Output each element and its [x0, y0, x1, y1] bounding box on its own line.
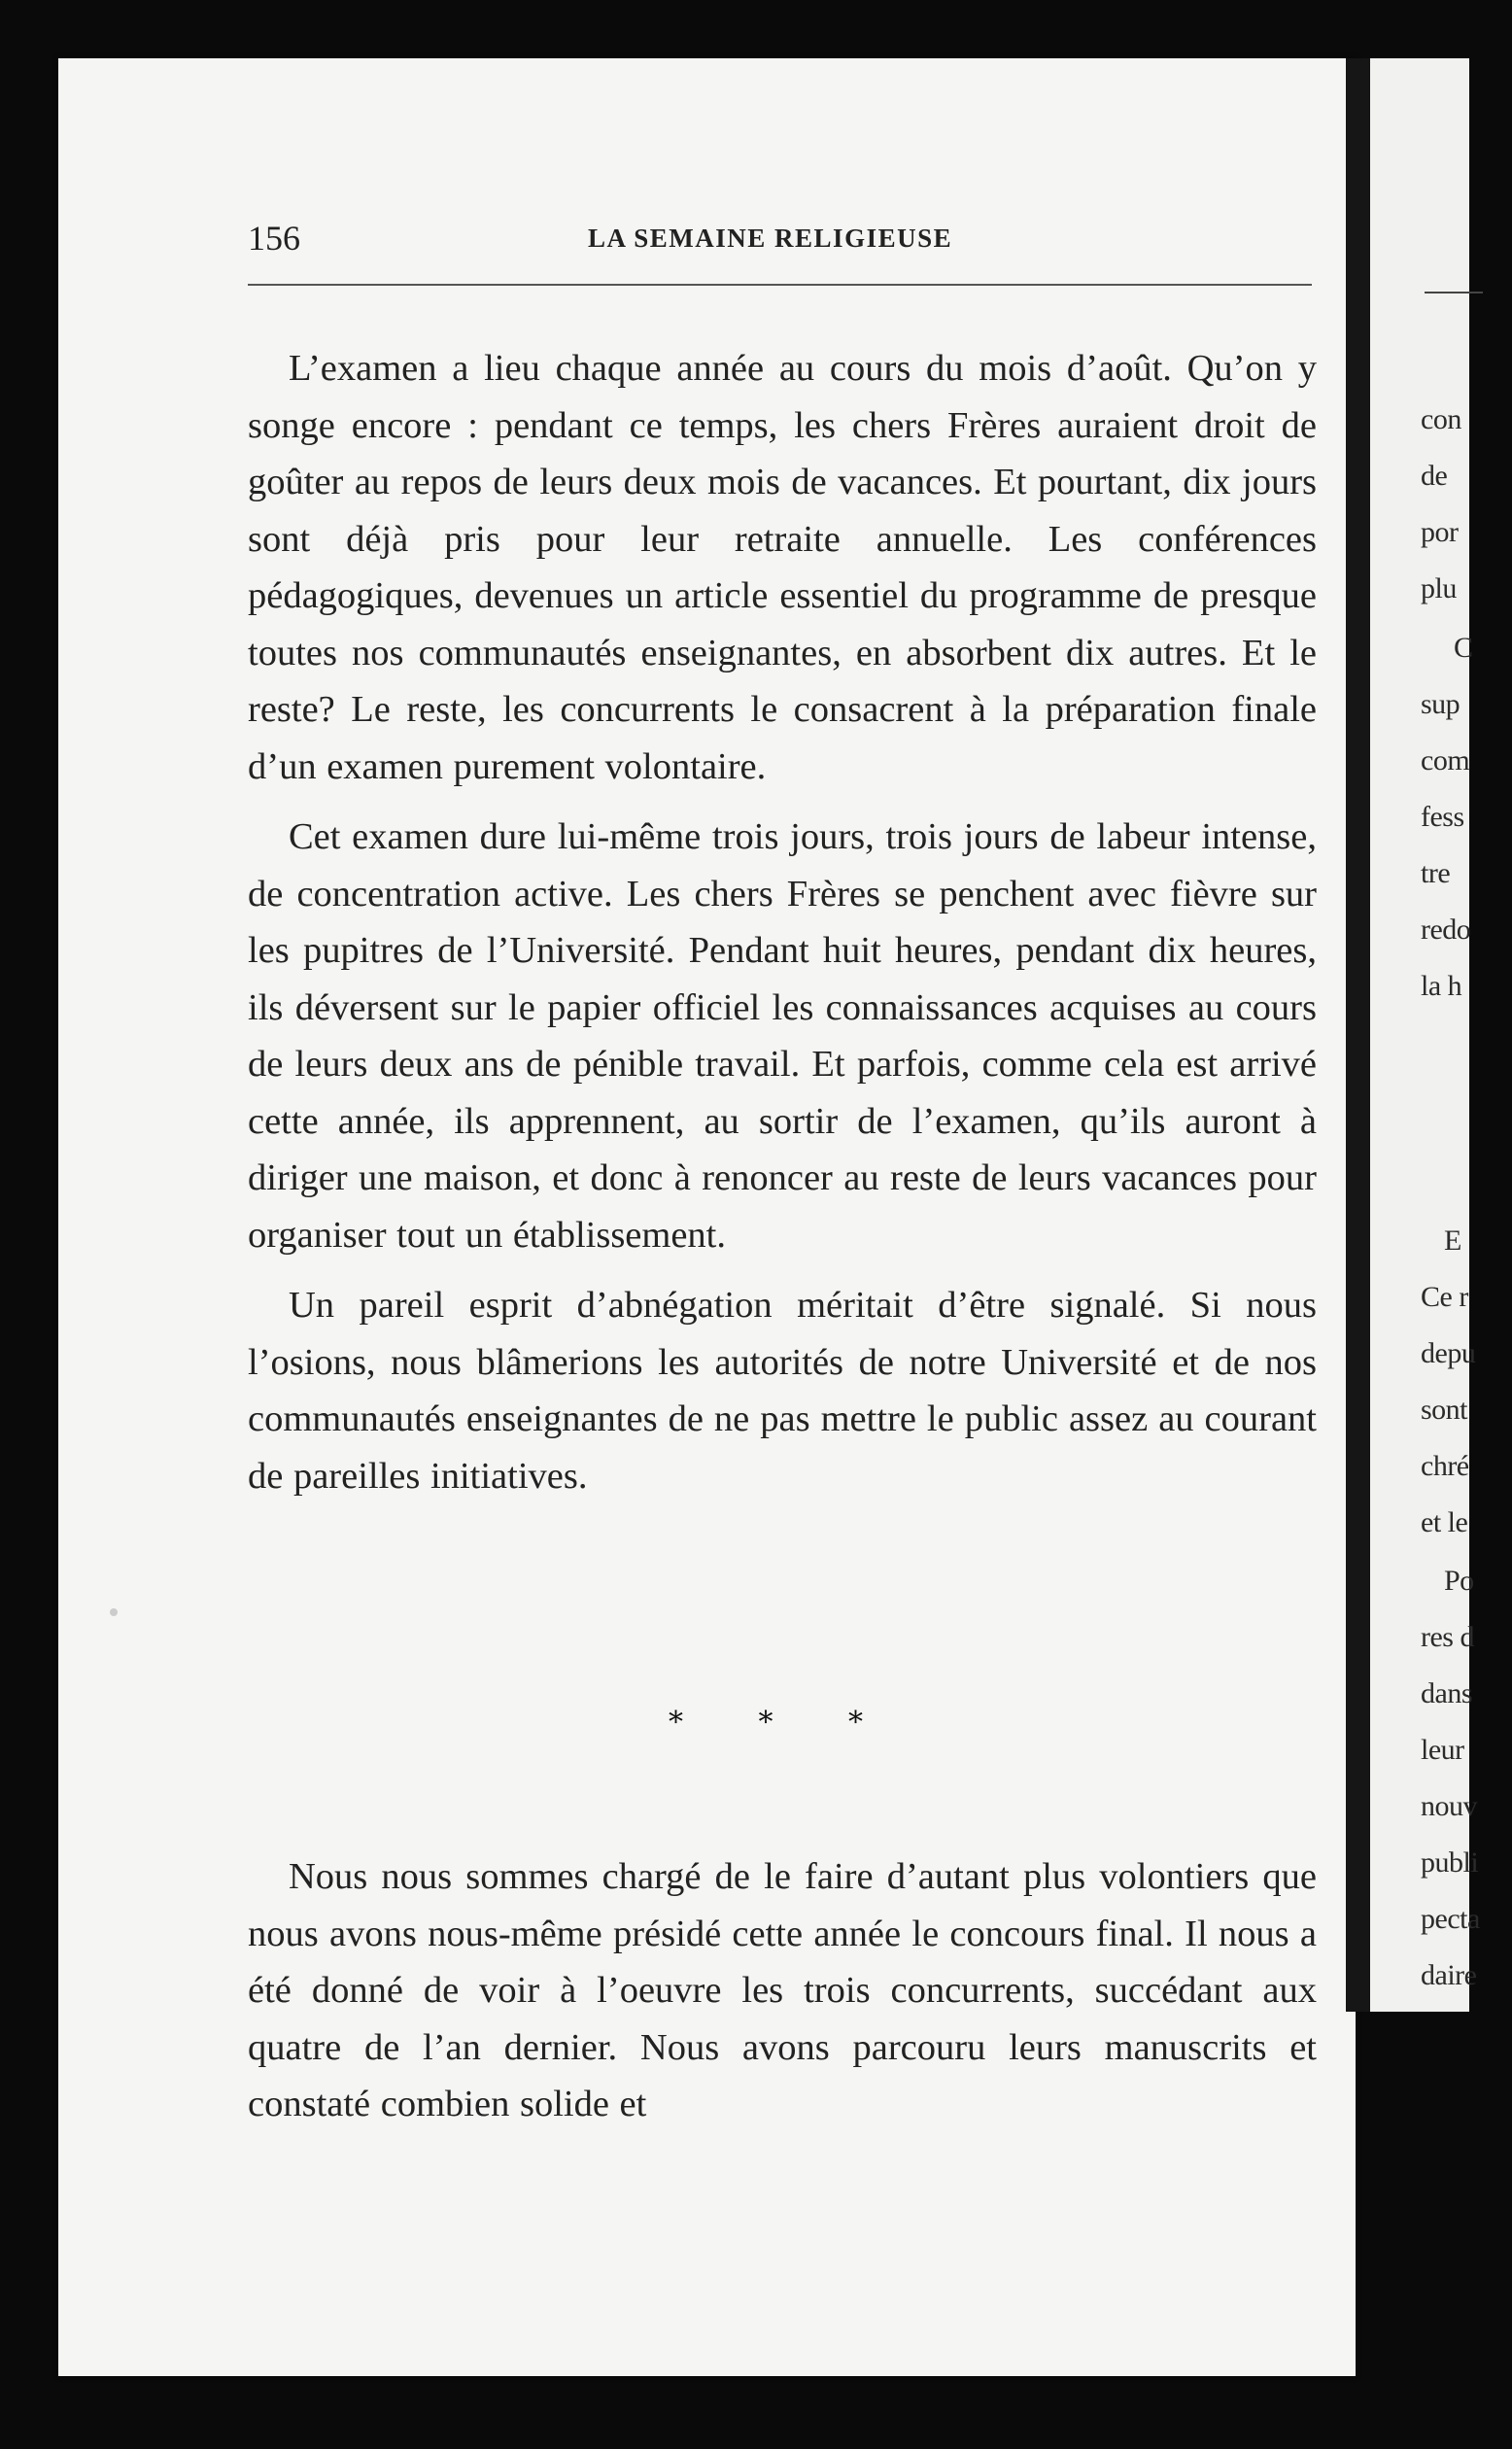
header-rule [248, 284, 1312, 286]
adjacent-fragment: fess [1421, 801, 1464, 833]
page-number: 156 [248, 219, 300, 258]
adjacent-page-rule [1425, 292, 1483, 293]
adjacent-page-edge [1370, 58, 1480, 2012]
adjacent-fragment: tre [1421, 857, 1451, 889]
article-body-continued [248, 1848, 1317, 2133]
paragraph: L’examen a lieu chaque année au cours du mois d’août. Qu’on y songe encore : pendant ce temps, les chers Frères auraient droit de goûter au repos de leurs deux mois de vacances. Et pourtant, dix jours sont déjà pris pour leur retraite annuelle. Les conférences pédagogiques, devenues un article essentiel du programme de presque toutes nos communautés enseignantes, en absorbent dix autres. Et le reste? Le reste, les concurrents le consacrent à la préparation finale d’un examen purement volontaire. [248, 348, 1317, 787]
adjacent-fragment: por [1421, 516, 1459, 548]
adjacent-fragment: plu [1421, 572, 1457, 604]
adjacent-fragment: res d [1421, 1621, 1474, 1653]
adjacent-fragment: nouv [1421, 1790, 1477, 1822]
paragraph: Nous nous sommes chargé de le faire d’autant plus volontiers que nous avons nous-même présidé cette année le concours final. Il nous a été donné de voir à l’oeuvre les trois concurrents, succédant aux quatre de l’an dernier. Nous avons parcouru leurs manuscrits et constaté combien solide et [248, 1856, 1317, 2124]
adjacent-fragment: et le [1421, 1506, 1468, 1538]
paragraph: Un pareil esprit d’abnégation méritait d’être signalé. Si nous l’osions, nous blâmerions les autorités de notre Université et de nos communautés enseignantes de ne pas mettre le public assez au courant de pareilles initiatives. [248, 1285, 1317, 1497]
adjacent-fragment: redo [1421, 914, 1471, 946]
adjacent-fragment: C [1454, 632, 1473, 664]
adjacent-fragment: sont [1421, 1394, 1468, 1426]
article-body [248, 340, 1317, 1518]
adjacent-fragment: E [1444, 1224, 1461, 1257]
adjacent-fragment: leur [1421, 1734, 1464, 1766]
running-head: LA SEMAINE RELIGIEUSE [588, 224, 953, 253]
paragraph: Cet examen dure lui-même trois jours, trois jours de labeur intense, de concentration active. Les chers Frères se penchent avec fièvre sur les pupitres de l’Université. Pendant huit heures, pendant dix heures, ils déversent sur le papier officiel les connaissances acquises au cours de leurs deux ans de pénible travail. Et parfois, comme cela est arrivé cette année, ils apprennent, au sortir de l’examen, qu’ils auront à diriger une maison, et donc à renoncer au reste de leurs vacances pour organiser tout un établissement. [248, 816, 1317, 1256]
adjacent-fragment: publi [1421, 1846, 1479, 1879]
adjacent-fragment: chré [1421, 1450, 1469, 1482]
adjacent-fragment: sup [1421, 688, 1460, 720]
scan-speck [110, 1608, 118, 1616]
section-separator: * * * [668, 1706, 897, 1740]
adjacent-fragment: de [1421, 460, 1448, 492]
adjacent-fragment: Po [1444, 1565, 1474, 1597]
page-header [248, 218, 1317, 257]
adjacent-fragment: com [1421, 744, 1470, 776]
adjacent-fragment: con [1421, 403, 1461, 435]
adjacent-fragment: depu [1421, 1337, 1476, 1369]
adjacent-fragment: la h [1421, 970, 1462, 1002]
adjacent-fragment: pecta [1421, 1903, 1480, 1935]
adjacent-fragment: daire [1421, 1959, 1477, 1991]
adjacent-fragment: dans [1421, 1677, 1472, 1709]
adjacent-fragment: Ce r [1421, 1281, 1468, 1313]
